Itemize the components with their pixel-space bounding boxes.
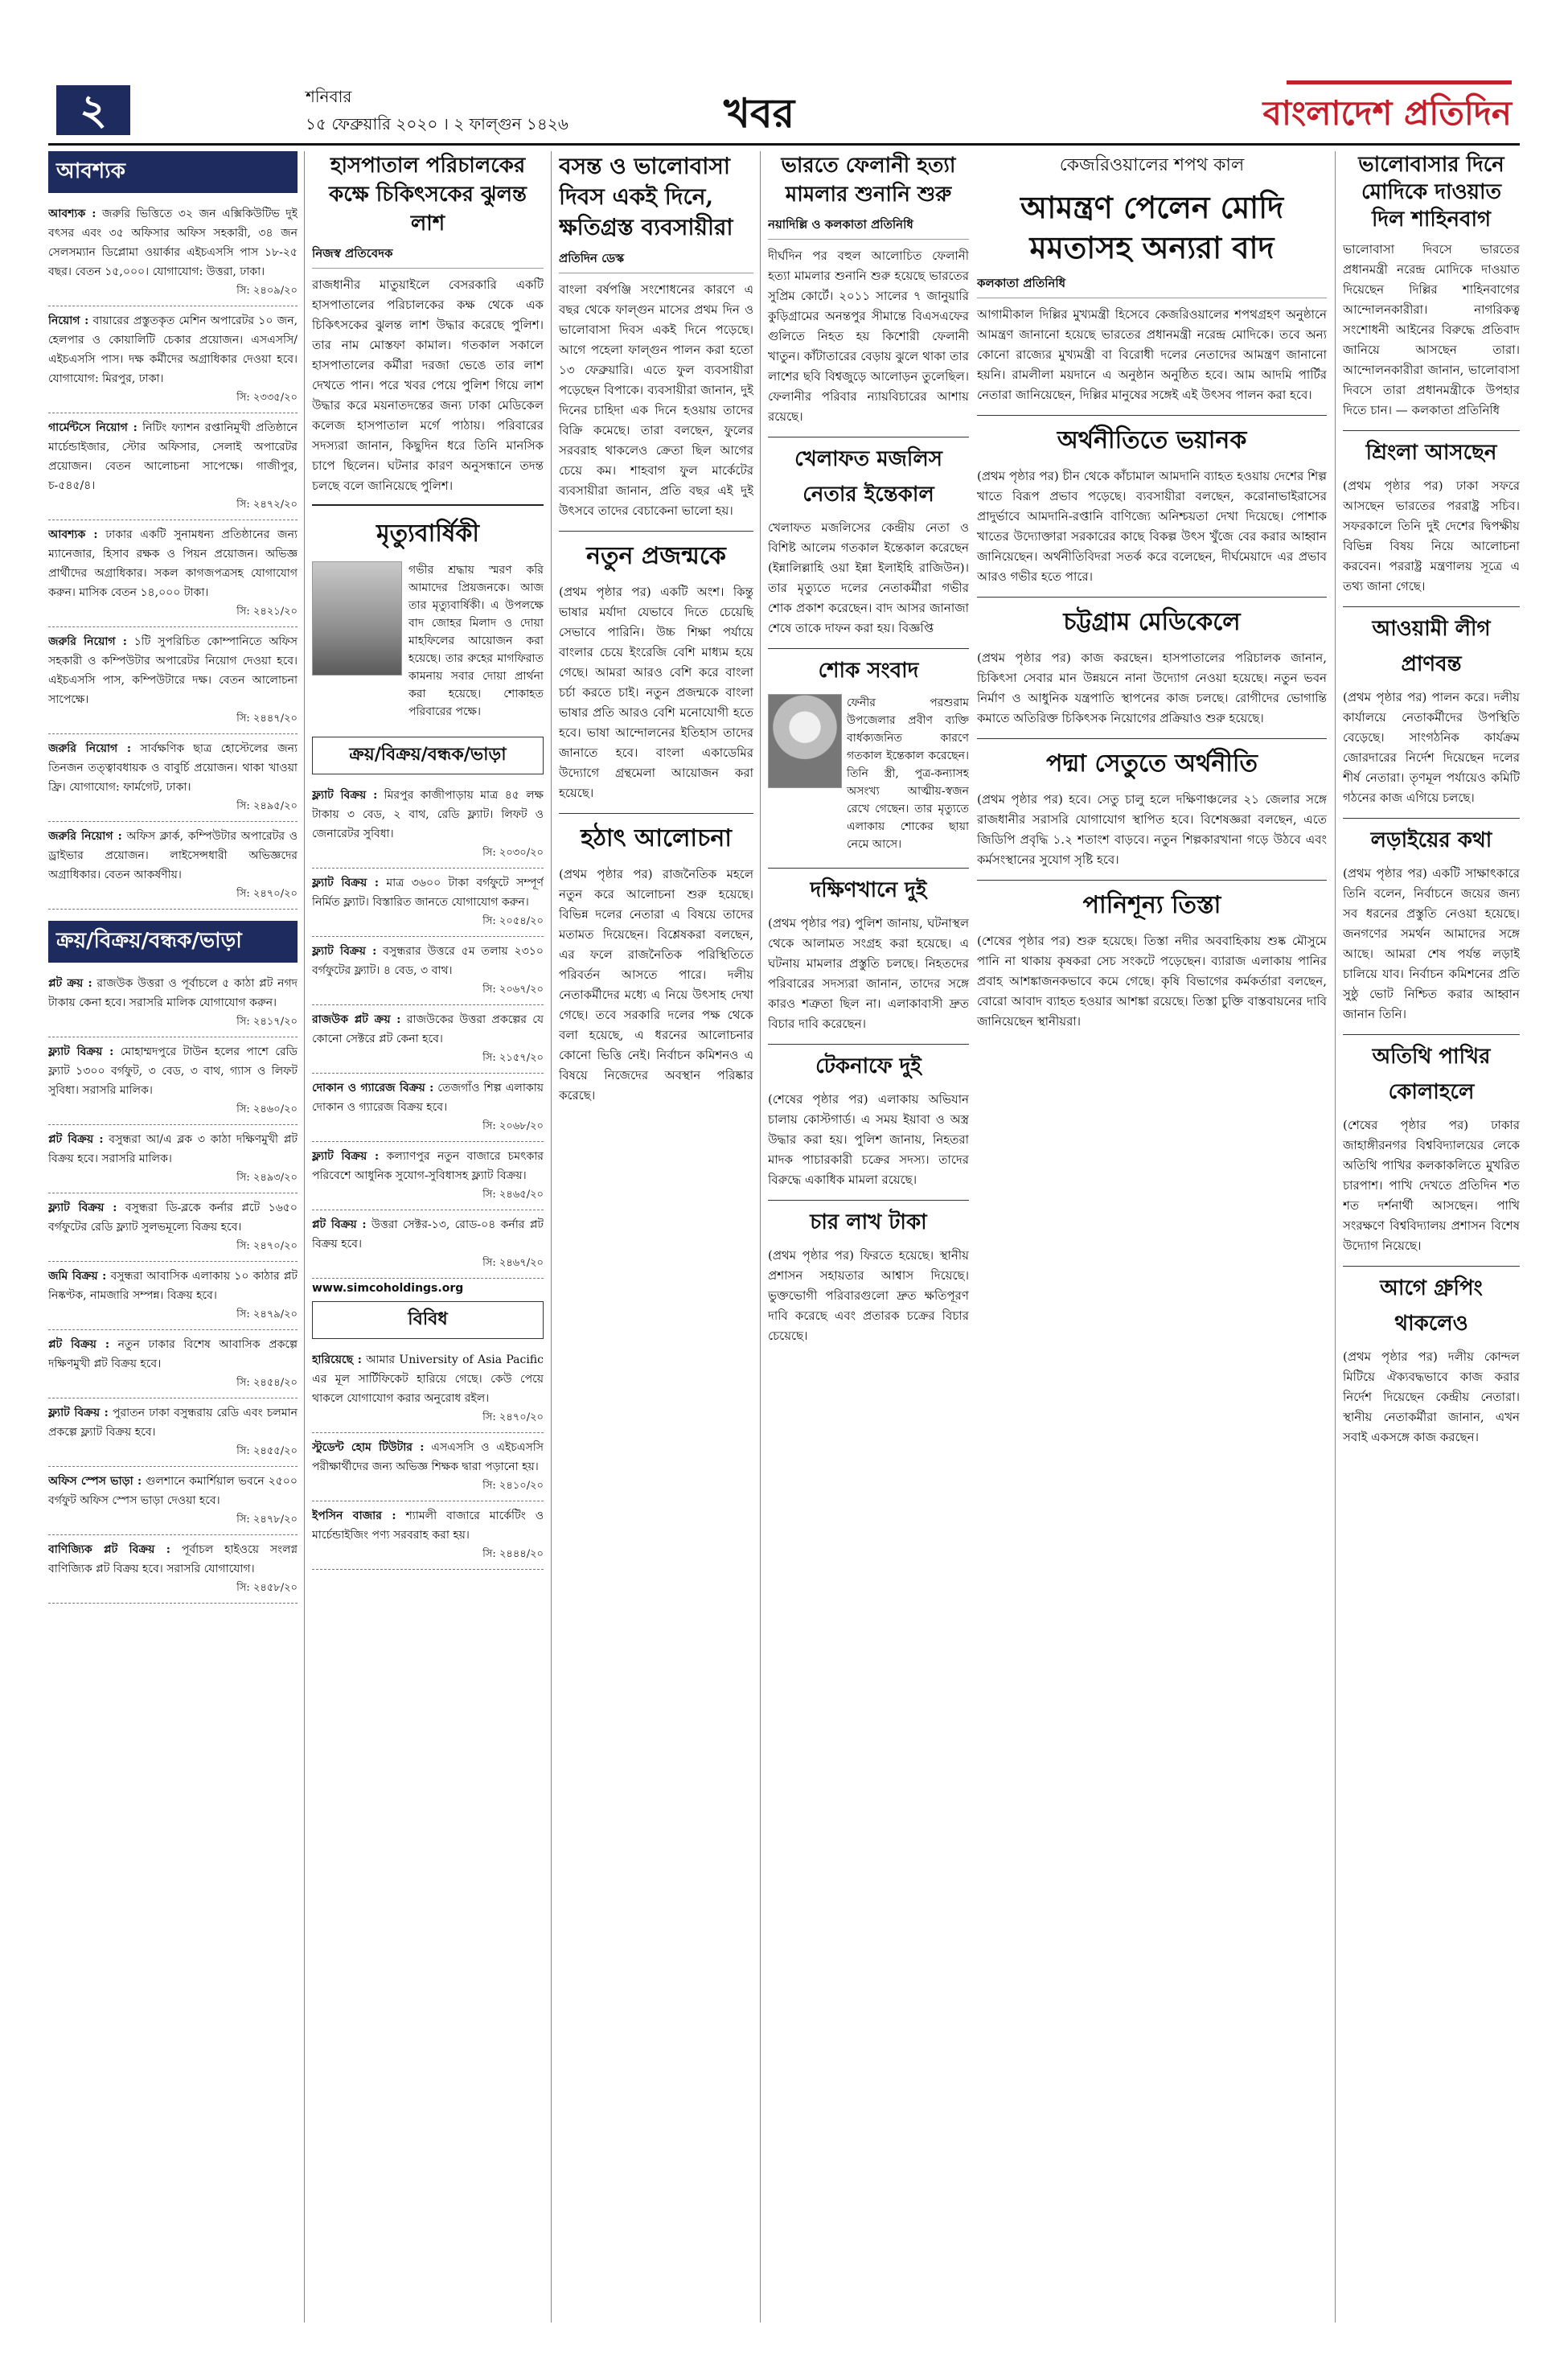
subhead-awami-league: আওয়ামী লীগ প্রাণবন্ত — [1343, 606, 1520, 683]
divider — [312, 504, 544, 506]
real-estate-ad: ফ্ল্যাট বিক্রয় : বসুন্ধরা ডি-ব্লকে কর্নার প্লটে ১৬৫০ বর্গফুটের রেডি ফ্ল্যাট সুলভমূল্যে বিক্রয় হবে। সি: ২৪৭০/২০ — [48, 1193, 298, 1262]
headline-hospital: হাসপাতাল পরিচালকের কক্ষে চিকিৎসকের ঝুলন্ত লাশ — [329, 154, 527, 236]
headline-modi: আমন্ত্রণ পেলেন মোদি মমতাসহ অন্যরা বাদ — [1020, 189, 1284, 265]
real-estate-ad: জমি বিক্রয় : বসুন্ধরা আবাসিক এলাকায় ১০ কাঠার প্লট নিষ্কণ্টক, নামজারি সম্পন্ন। বিক্রয় হবে। সি: ২৪৭৯/২০ — [48, 1262, 298, 1330]
column-two — [312, 151, 544, 2323]
misc-list — [312, 1345, 544, 1570]
classified-ad: গার্মেন্টসে নিয়োগ : নিটিং ফ্যাশন রপ্তানিমুখী প্রতিষ্ঠানে মার্চেন্ডাইজার, স্টোর অফিসার, সেলাই অপারেটর প্রয়োজন। বেতন আলোচনা সাপেক্ষে। গাজীপুর, চ-৫৪৫/৪। সি: ২৪৭২/২০ — [48, 413, 298, 520]
column-rule — [304, 151, 305, 2323]
classified-title: আবশ্যক — [48, 151, 298, 193]
subhead-dakshinkhan: দক্ষিণখানে দুই — [768, 868, 969, 909]
misc-ad: হারিয়েছে : আমার University of Asia Pacific এর মূল সার্টিফিকেট হারিয়ে গেছে। কেউ পেয়ে থাকলে যোগাযোগ করার অনুরোধ রইল। সি: ২৪৭০/২০ — [312, 1345, 544, 1433]
article-body: রাজধানীর মাতুয়াইলে বেসরকারি একটি হাসপাতালের পরিচালকের কক্ষ থেকে এক চিকিৎসকের ঝুলন্ত লাশ উদ্ধার করেছে পুলিশ। তার নাম মোস্তফা কামাল। গতকাল সকালে হাসপাতালের কর্মীরা দরজা ভেঙে তার লাশ দেখতে পান। পরে খবর পেয়ে পুলিশ গিয়ে লাশ উদ্ধার করে ময়নাতদন্তের জন্য ঢাকা মেডিকেল কলেজ হাসপাতাল মর্গে পাঠায়। পরিবারের সদস্যরা জানান, কিছুদিন ধরে তিনি মানসিক চাপে ছিলেন। ঘটনার কারণ অনুসন্ধানে তদন্ত চলছে বলে জানিয়েছে পুলিশ। — [312, 277, 544, 493]
column-five — [977, 151, 1327, 2323]
article-body: (প্রথম পৃষ্ঠার পর) হবে। সেতু চালু হলে দক্ষিণাঞ্চলের ২১ জেলার সঙ্গে রাজধানীর সরাসরি যোগাযোগ স্থাপিত হবে। বিশেষজ্ঞরা বলছেন, এতে জিডিপি প্রবৃদ্ধি ১.২ শতাংশ বাড়বে। নতুন শিল্পকারখানা গড়ে উঠবে এবং কর্মসংস্থানের সুযোগ সৃষ্টি হবে। — [977, 792, 1327, 867]
real-estate-ad: ফ্ল্যাট বিক্রয় : পুরাতন ঢাকা বসুন্ধরায় রেডি এবং চলমান প্রকল্পে ফ্ল্যাট বিক্রয় হবে। সি: ২৪৫৫/২০ — [48, 1399, 298, 1467]
subhead-khelafat: খেলাফত মজলিস নেতার ইন্তেকাল — [768, 437, 969, 513]
article-body: (প্রথম পৃষ্ঠার পর) দলীয় কোন্দল মিটিয়ে ঐক্যবদ্ধভাবে কাজ করার নির্দেশ দিয়েছেন কেন্দ্রীয় নেতারা। স্থানীয় নেতাকর্মীরা জানান, এখন সবাই একসঙ্গে কাজ করছেন। — [1343, 1349, 1520, 1444]
newspaper-logo: বাংলাদেশ প্রতিদিন — [1262, 93, 1512, 133]
subhead-four-lakh: চার লাখ টাকা — [768, 1200, 969, 1241]
subhead-condolence: শোক সংবাদ — [768, 648, 969, 689]
article-body: বাংলা বর্ষপঞ্জি সংশোধনের কারণে এ বছর থেকে ফাল্গুন মাসের প্রথম দিন ও ভালোবাসা দিবস একই দিনে পড়েছে। আগে পহেলা ফাল্গুন পালন করা হতো ১৩ ফেব্রুয়ারি। এতে ফুল ব্যবসায়ীরা পড়েছেন বিপাকে। ব্যবসায়ীরা জানান, দুই দিনের চাহিদা এক দিনে হওয়ায় তাদের বিক্রি কমেছে। তারা বলছেন, ফুলের সরবরাহ থাকলেও ক্রেতা ছিল আগের চেয়ে কম। শাহবাগ ফুল মার্কেটের ব্যবসায়ীরা জানান, প্রতি বছর এই দুই উৎসবে তাদের বেচাকেনা ভালো হয়। — [559, 282, 753, 518]
website-url[interactable]: www.simcoholdings.org — [312, 1282, 464, 1295]
article-body: (প্রথম পৃষ্ঠার পর) কাজ করছেন। হাসপাতালের পরিচালক জানান, চিকিৎসা সেবার মান উন্নয়নে নানা উদ্যোগ নেওয়া হয়েছে। নতুন ভবন নির্মাণ ও আধুনিক যন্ত্রপাতি স্থাপনের কাজ চলছে। রোগীদের ভোগান্তি কমাতে অতিরিক্ত চিকিৎসক নিয়োগের প্রক্রিয়াও শুরু হয়েছে। — [977, 651, 1327, 725]
page-header — [48, 80, 1520, 146]
subhead-grouping: আগে গ্রুপিং থাকলেও — [1343, 1266, 1520, 1342]
issue-date: ১৫ ফেব্রুয়ারি ২০২০ । ২ ফাল্গুন ১৪২৬ — [306, 114, 569, 133]
subhead-teknaf: টেকনাফে দুই — [768, 1044, 969, 1085]
article-body: (প্রথম পৃষ্ঠার পর) পালন করে। দলীয় কার্যালয়ে নেতাকর্মীদের উপস্থিতি বেড়েছে। সাংগঠনিক কার্যক্রম জোরদারের নির্দেশ দিয়েছেন দলের শীর্ষ নেতারা। তৃণমূল পর্যায়েও কমিটি গঠনের কাজ এগিয়ে চলছে। — [1343, 690, 1520, 805]
article-body: (শেষের পৃষ্ঠার পর) ঢাকার জাহাঙ্গীরনগর বিশ্ববিদ্যালয়ের লেকে অতিথি পাখির কলকাকলিতে মুখরিত চারপাশ। পাখি দেখতে প্রতিদিন শত শত দর্শনার্থী আসছেন। পাখি সংরক্ষণে বিশ্ববিদ্যালয় প্রশাসন বিশেষ উদ্যোগ নিয়েছে। — [1343, 1118, 1520, 1253]
article-body: (প্রথম পৃষ্ঠার পর) চীন থেকে কাঁচামাল আমদানি ব্যাহত হওয়ায় দেশের শিল্প খাতে বিরূপ প্রভাব পড়েছে। ব্যবসায়ীরা বলছেন, করোনাভাইরাসের প্রাদুর্ভাবে আমদানি-রপ্তানি বাণিজ্যে অনিশ্চয়তা দেখা দিয়েছে। পোশাক খাতের উদ্যোক্তারা সরকারের কাছে বিকল্প উৎস খুঁজে বের করার আহ্বান জানিয়েছেন। অর্থনীতিবিদরা সতর্ক করে বলেছেন, দীর্ঘমেয়াদে এর প্রভাব আরও গভীর হতে পারে। — [977, 469, 1327, 584]
property-ads-title: ক্রয়/বিক্রয়/বন্ধক/ভাড়া — [312, 737, 544, 774]
classified-ad: নিয়োগ : বায়ারের প্রস্তুতকৃত মেশিন অপারেটর ১০ জন, হেলপার ও কোয়ালিটি চেকার প্রয়োজন। এসএসসি/এইচএসসি পাস। দক্ষ কর্মীদের অগ্রাধিকার দেওয়া হবে। যোগাযোগ: মিরপুর, ঢাকা। সি: ২৩৩৫/২০ — [48, 306, 298, 413]
condolence-text: ফেনীর পরশুরাম উপজেলার প্রবীণ ব্যক্তি বার্ধক্যজনিত কারণে গতকাল ইন্তেকাল করেছেন। তিনি স্ত্রী, পুত্র-কন্যাসহ অসংখ্য আত্মীয়-স্বজন রেখে গেছেন। তার মৃত্যুতে এলাকায় শোকের ছায়া নেমে আসে। — [847, 696, 969, 851]
classified-ad: জরুরি নিয়োগ : ১টি সুপরিচিত কোম্পানিতে অফিস সহকারী ও কম্পিউটার অপারেটর নিয়োগ দেওয়া হবে। এইচএসসি পাস, কম্পিউটারে দক্ষ। বেতন আলোচনা সাপেক্ষে। সি: ২৪৪৭/২০ — [48, 627, 298, 734]
obituary-photo — [312, 561, 402, 676]
obituary-box — [312, 561, 544, 725]
section-title: খবর — [724, 89, 795, 137]
misc-title: বিবিধ — [312, 1301, 544, 1339]
real-estate-ad: ফ্ল্যাট বিক্রয় : মোহাম্মদপুরে টাউন হলের পাশে রেডি ফ্ল্যাট ১৩০০ বর্গফুট, ৩ বেড, ৩ বাথ, গ্যাস ও লিফট সুবিধা। সরাসরি মালিক। সি: ২৪৬০/২০ — [48, 1037, 298, 1125]
real-estate-title: ক্রয়/বিক্রয়/বন্ধক/ভাড়া — [48, 921, 298, 963]
column-rule — [1335, 151, 1336, 2323]
real-estate-list — [48, 969, 298, 1604]
article-body: (প্রথম পৃষ্ঠার পর) একটি অংশ। কিন্তু ভাষার মর্যাদা যেভাবে দিতে চেয়েছি সেভাবে পারিনি। উচ্চ শিক্ষা পর্যায়ে বাংলার চেয়ে ইংরেজি বেশি মাধ্যম হয়ে গেছে। আমরা আরও বেশি করে বাংলা চর্চা করতে চাই। নতুন প্রজন্মকে বাংলা ভাষার প্রতি আরও বেশি মনোযোগী হতে হবে। ভাষা আন্দোলনের ইতিহাস তাদের জানাতে হবে। বাংলা একাডেমির উদ্যোগে গ্রন্থমেলা আয়োজন করা হয়েছে। — [559, 585, 753, 800]
property-ad: ফ্ল্যাট বিক্রয় : মিরপুর কাজীপাড়ায় মাত্র ৪৫ লক্ষ টাকায় ৩ বেড, ২ বাথ, রেডি ফ্ল্যাট। লিফট ও জেনারেটর সুবিধা। সি: ২০৩০/২০ — [312, 781, 544, 869]
page-number: ২ — [56, 85, 130, 135]
article-body: (প্রথম পৃষ্ঠার পর) একটি সাক্ষাৎকারে তিনি বলেন, নির্বাচনে জয়ের জন্য সব ধরনের প্রস্তুতি নেওয়া হয়েছে। জনগণের সমর্থন আমাদের সঙ্গে আছে। আমরা শেষ পর্যন্ত লড়াই চালিয়ে যাব। নির্বাচন কমিশনের প্রতি সুষ্ঠু ভোট নিশ্চিত করার আহ্বান জানান তিনি। — [1343, 866, 1520, 1021]
condolence-photo — [768, 694, 842, 788]
real-estate-ad: প্লট বিক্রয় : বসুন্ধরা আ/এ ব্লক ৩ কাঠা দক্ষিণমুখী প্লট বিক্রয় হবে। সরাসরি মালিক। সি: ২৪৯৩/২০ — [48, 1125, 298, 1193]
classified-ad: আবশ্যক : জরুরি ভিত্তিতে ৩২ জন এক্সিকিউটিভ দুই বৎসর এবং ৩৫ অফিসার অফিস সহকারী, ৩৪ জন সেলসম্যান ডিপ্লোমা ওয়ার্কার এইচএসসি পাস ১৮-২৫ বছর। বেতন ১৫,০০০। যোগাযোগ: উত্তরা, ঢাকা। সি: ২৪০৯/২০ — [48, 199, 298, 306]
subhead-sudden-talk: হঠাৎ আলোচনা — [559, 813, 753, 860]
property-ad: ফ্ল্যাট বিক্রয় : মাত্র ৩৬০০ টাকা বর্গফুটে সম্পূর্ণ নির্মিত ফ্ল্যাট। বিস্তারিত জানতে যোগাযোগ করুন। সি: ২০৫৪/২০ — [312, 869, 544, 937]
classified-ad: জরুরি নিয়োগ : সার্বক্ষণিক ছাত্র হোস্টেলের জন্য তিনজন তত্ত্বাবধায়ক ও বাবুর্চি প্রয়োজন। থাকা খাওয়া ফ্রি। যোগাযোগ: ফার্মগেট, ঢাকা। সি: ২৪৯৫/২০ — [48, 734, 298, 822]
obituary-text: গভীর শ্রদ্ধায় স্মরণ করি আমাদের প্রিয়জনকে। আজ তার মৃত্যুবার্ষিকী। এ উপলক্ষে বাদ জোহর মিলাদ ও দোয়া মাহফিলের আয়োজন করা হয়েছে। তার রুহের মাগফিরাত কামনায় সবার দোয়া প্রার্থনা করা হয়েছে। শোকাহত পরিবারের পক্ষে। — [408, 564, 544, 718]
byline: নিজস্ব প্রতিবেদক — [312, 244, 544, 269]
article-body: ভালোবাসা দিবসে ভারতের প্রধানমন্ত্রী নরেন্দ্র মোদিকে দাওয়াত দিয়েছেন দিল্লির শাহিনবাগের আন্দোলনকারীরা। নাগরিকত্ব সংশোধনী আইনের বিরুদ্ধে প্রতিবাদ জানিয়ে আসছেন তারা। আন্দোলনকারীরা জানান, ভালোবাসা দিবসে তারা প্রধানমন্ত্রীকে উপহার দিতে চান। — কলকাতা প্রতিনিধি — [1343, 242, 1520, 417]
article-body: আগামীকাল দিল্লির মুখ্যমন্ত্রী হিসেবে কেজরিওয়ালের শপথগ্রহণ অনুষ্ঠানে আমন্ত্রণ জানানো হয়েছে ভারতের প্রধানমন্ত্রী নরেন্দ্র মোদিকে। তবে অন্য কোনো রাজ্যের মুখ্যমন্ত্রী বা বিরোধী দলের নেতাদের আমন্ত্রণ জানানো হয়নি। রামলীলা ময়দানে এ অনুষ্ঠান অনুষ্ঠিত হবে। আম আদমি পার্টির নেতারা জানিয়েছেন, দিল্লির মানুষের সঙ্গেই এই উৎসব পালন করা হবে। — [977, 307, 1327, 402]
subhead-teesta: পানিশূন্য তিস্তা — [977, 880, 1327, 926]
headline-felani: ভারতে ফেলানী হত্যা মামলার শুনানি শুরু — [781, 154, 956, 207]
article-body: (প্রথম পৃষ্ঠার পর) পুলিশ জানায়, ঘটনাস্থল থেকে আলামত সংগ্রহ করা হয়েছে। এ ঘটনায় মামলার প্রস্তুতি চলছে। নিহতদের পরিবারের সদস্যরা জানান, তাদের সঙ্গে কারও শত্রুতা ছিল না। এলাকাবাসী দ্রুত বিচার দাবি করেছেন। — [768, 916, 969, 1031]
column-six — [1343, 151, 1520, 2323]
byline: প্রতিদিন ডেস্ক — [559, 249, 753, 273]
property-ad: ফ্ল্যাট বিক্রয় : কল্যাণপুর নতুন বাজারে চমৎকার পরিবেশে আধুনিক সুযোগ-সুবিধাসহ ফ্ল্যাট বিক্রয়। সি: ২৪৬৫/২০ — [312, 1142, 544, 1210]
headline-spring: বসন্ত ও ভালোবাসা দিবস একই দিনে, ক্ষতিগ্রস্ত ব্যবসায়ীরা — [559, 153, 733, 240]
article-body: দীর্ঘদিন পর বহুল আলোচিত ফেলানী হত্যা মামলার শুনানি শুরু হয়েছে ভারতের সুপ্রিম কোর্টে। ২০১১ সালের ৭ জানুয়ারি কুড়িগ্রামের অনন্তপুর সীমান্তে বিএসএফের গুলিতে নিহত হয় কিশোরী ফেলানী খাতুন। কাঁটাতারের বেড়ায় ঝুলে থাকা তার লাশের ছবি বিশ্বজুড়ে আলোড়ন তুলেছিল। ফেলানীর পরিবার ন্যায়বিচারের আশায় রয়েছে। — [768, 248, 969, 424]
real-estate-ad: বাণিজ্যিক প্লট বিক্রয় : পূর্বাচল হাইওয়ে সংলগ্ন বাণিজ্যিক প্লট বিক্রয় হবে। সরাসরি যোগাযোগ। সি: ২৪৫৮/২০ — [48, 1535, 298, 1604]
property-ads-list — [312, 781, 544, 1279]
property-ad: ফ্ল্যাট বিক্রয় : বসুন্ধরার উত্তরে ৫ম তলায় ২৩১০ বর্গফুটের ফ্ল্যাট। ৪ বেড, ৩ বাথ। সি: ২০৬৭/২০ — [312, 937, 544, 1005]
subhead-fight: লড়াইয়ের কথা — [1343, 818, 1520, 859]
column-three — [559, 151, 753, 2323]
property-ad: প্লট বিক্রয় : উত্তরা সেক্টর-১৩, রোড-০৪ কর্নার প্লট বিক্রয় হবে। সি: ২৪৬৭/২০ — [312, 1210, 544, 1279]
article-body: (প্রথম পৃষ্ঠার পর) ফিরতে হয়েছে। স্থানীয় প্রশাসন সহায়তার আশ্বাস দিয়েছে। ভুক্তভোগী পরিবারগুলো দ্রুত ক্ষতিপূরণ দাবি করেছে এবং প্রতারক চক্রের বিচার চেয়েছে। — [768, 1248, 969, 1343]
misc-ad: স্টুডেন্ট হোম টিউটার : এসএসসি ও এইচএসসি পরীক্ষার্থীদের জন্য অভিজ্ঞ শিক্ষক দ্বারা পড়ানো হয়। সি: ২৪১০/২০ — [312, 1433, 544, 1501]
column-rule — [551, 151, 552, 2323]
article-body: (শেষের পৃষ্ঠার পর) এলাকায় অভিযান চালায় কোস্টগার্ড। এ সময় ইয়াবা ও অস্ত্র উদ্ধার করা হয়। পুলিশ জানায়, নিহতরা মাদক পাচারকারী চক্রের সদস্য। তাদের বিরুদ্ধে একাধিক মামলা রয়েছে। — [768, 1092, 969, 1187]
byline: কলকাতা প্রতিনিধি — [977, 274, 1327, 298]
misc-ad: ইপসিন বাজার : শ্যামলী বাজারে মার্কেটিং ও মার্চেন্ডাইজিং পণ্য সরবরাহ করা হয়। সি: ২৪৪৪/২০ — [312, 1501, 544, 1570]
subhead-shringla: শ্রিংলা আসছেন — [1343, 430, 1520, 471]
subhead-chittagong-medical: চট্টগ্রাম মেডিকেলে — [977, 597, 1327, 643]
column-four — [768, 151, 969, 2323]
subhead-padma-bridge: পদ্মা সেতুতে অর্থনীতি — [977, 738, 1327, 785]
subhead-new-generation: নতুন প্রজন্মকে — [559, 531, 753, 577]
column-rule — [760, 151, 761, 2323]
article-body: (প্রথম পৃষ্ঠার পর) রাজনৈতিক মহলে নতুন করে আলোচনা শুরু হয়েছে। বিভিন্ন দলের নেতারা এ বিষয়ে তাদের মতামত দিয়েছেন। বিশ্লেষকরা বলছেন, এর ফলে রাজনৈতিক পরিস্থিতিতে পরিবর্তন আসতে পারে। দলীয় নেতাকর্মীদের মধ্যে এ নিয়ে উৎসাহ দেখা গেছে। তবে সরকারি দলের পক্ষ থেকে বলা হয়েছে, এ ধরনের আলোচনার কোনো ভিত্তি নেই। নির্বাচন কমিশনও এ বিষয়ে নিজেদের অবস্থান পরিষ্কার করেছে। — [559, 867, 753, 1103]
byline: নয়াদিল্লি ও কলকাতা প্রতিনিধি — [768, 216, 969, 240]
classified-ad: আবশ্যক : ঢাকার একটি সুনামধন্য প্রতিষ্ঠানের জন্য ম্যানেজার, হিসাব রক্ষক ও পিয়ন প্রয়োজন। অভিজ্ঞ প্রার্থীদের অগ্রাধিকার। সকল কাগজপত্রসহ যোগাযোগ করুন। মাসিক বেতন ১৪,০০০ টাকা। সি: ২৪২১/২০ — [48, 520, 298, 627]
condolence-box — [768, 694, 969, 858]
headline-shaheenbagh: ভালোবাসার দিনে মোদিকে দাওয়াত দিল শাহিনবাগ — [1358, 153, 1504, 232]
real-estate-ad: প্লট ক্রয় : রাজউক উত্তরা ও পূর্বাচলে ৫ কাঠা প্লট নগদ টাকায় কেনা হবে। সরাসরি মালিক যোগাযোগ করুন। সি: ২৪১৭/২০ — [48, 969, 298, 1037]
logo-accent — [1287, 80, 1512, 84]
property-ad: রাজউক প্লট ক্রয় : রাজউকের উত্তরা প্রকল্পের যে কোনো সেক্টরে প্লট কেনা হবে। সি: ২১৫৭/২০ — [312, 1005, 544, 1074]
real-estate-ad: অফিস স্পেস ভাড়া : গুলশানে কমার্শিয়াল ভবনে ২৫০০ বর্গফুট অফিস স্পেস ভাড়া দেওয়া হবে। সি: ২৪৭৮/২০ — [48, 1467, 298, 1535]
real-estate-ad: প্লট বিক্রয় : নতুন ঢাকার বিশেষ আবাসিক প্রকল্পে দক্ষিণমুখী প্লট বিক্রয় হবে। সি: ২৪৫৪/২০ — [48, 1330, 298, 1399]
subhead-migratory-birds: অতিথি পাখির কোলাহলে — [1343, 1034, 1520, 1111]
obituary-title: মৃত্যুবার্ষিকী — [376, 520, 479, 548]
article-body: (শেষের পৃষ্ঠার পর) শুরু হয়েছে। তিস্তা নদীর অববাহিকায় শুষ্ক মৌসুমে পানি না থাকায় কৃষকরা সেচ সংকটে পড়েছেন। ব্যারাজ এলাকায় পানির প্রবাহ আশঙ্কাজনকভাবে কমে গেছে। কৃষি বিভাগের কর্মকর্তারা বলছেন, বোরো আবাদ ব্যাহত হওয়ার আশঙ্কা রয়েছে। তিস্তা চুক্তি বাস্তবায়নের দাবি জানিয়েছেন স্থানীয়রা। — [977, 934, 1327, 1029]
property-ad: দোকান ও গ্যারেজ বিক্রয় : তেজগাঁও শিল্প এলাকায় দোকান ও গ্যারেজ বিক্রয় হবে। সি: ২০৬৮/২০ — [312, 1074, 544, 1142]
weekday: শনিবার — [306, 87, 352, 106]
kicker: কেজরিওয়ালের শপথ কাল — [1059, 155, 1245, 175]
subhead-economy: অর্থনীতিতে ভয়ানক — [977, 415, 1327, 462]
article-body: (প্রথম পৃষ্ঠার পর) ঢাকা সফরে আসছেন ভারতের পররাষ্ট্র সচিব। সফরকালে তিনি দুই দেশের দ্বিপক্ষীয় বিভিন্ন বিষয় নিয়ে আলোচনা করবেন। পররাষ্ট্র মন্ত্রণালয় সূত্রে এ তথ্য জানা গেছে। — [1343, 478, 1520, 594]
classified-column — [48, 151, 298, 2323]
classified-ad: জরুরি নিয়োগ : অফিস ক্লার্ক, কম্পিউটার অপারেটর ও ড্রাইভার প্রয়োজন। লাইসেন্সধারী অভিজ্ঞদের অগ্রাধিকার। বেতন আকর্ষণীয়। সি: ২৪৭০/২০ — [48, 822, 298, 910]
classified-list — [48, 199, 298, 910]
article-body: খেলাফত মজলিসের কেন্দ্রীয় নেতা ও বিশিষ্ট আলেম গতকাল ইন্তেকাল করেছেন (ইন্নালিল্লাহি ওয়া ইন্না ইলাইহি রাজিউন)। তার মৃত্যুতে দলের নেতাকর্মীরা গভীর শোক প্রকাশ করেছেন। বাদ আসর জানাজা শেষে তাকে দাফন করা হয়। বিজ্ঞপ্তি — [768, 520, 969, 635]
